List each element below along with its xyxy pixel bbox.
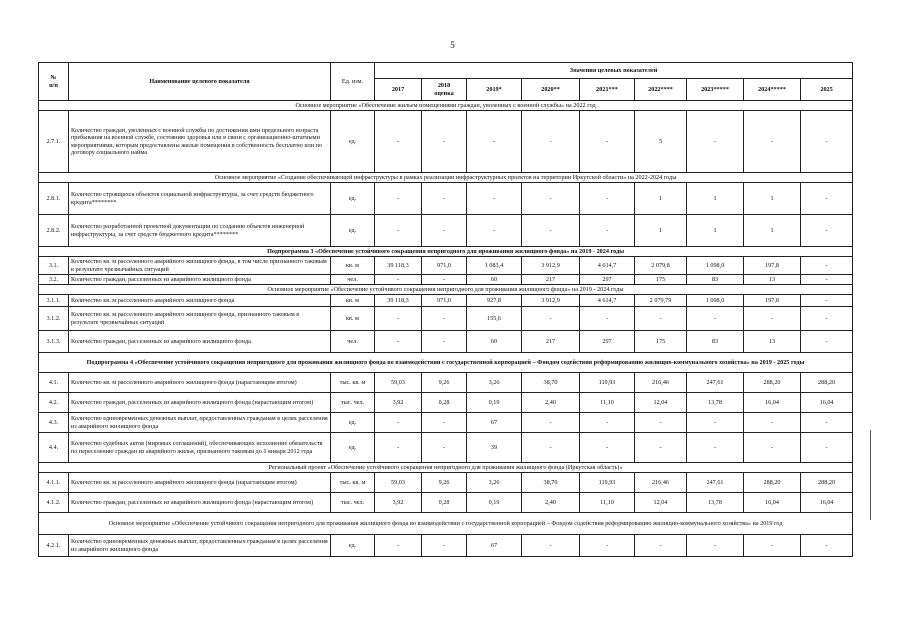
value-cell: - [635, 535, 687, 557]
value-cell: 3 912,9 [522, 257, 580, 275]
value-cell: 175 [635, 331, 687, 353]
value-cell: - [687, 413, 744, 433]
value-cell: 38,70 [522, 373, 580, 393]
value-cell: 39 118,3 [375, 257, 422, 275]
value-cell: - [580, 307, 635, 331]
value-cell: - [801, 331, 853, 353]
value-cell: 11,10 [580, 493, 635, 513]
value-cell: 4 614,7 [580, 257, 635, 275]
value-cell: 67 [467, 413, 522, 433]
value-cell: - [687, 433, 744, 463]
value-cell: - [580, 111, 635, 173]
value-cell: 12,04 [635, 493, 687, 513]
value-cell: - [375, 183, 422, 215]
row-number: 2.8.1. [39, 183, 69, 215]
value-cell: 297 [580, 331, 635, 353]
value-cell: 2,40 [522, 493, 580, 513]
value-cell: 83 [687, 331, 744, 353]
table-row [39, 493, 853, 513]
value-cell: 288,20 [744, 373, 801, 393]
value-cell: 2,40 [522, 393, 580, 413]
row-number: 4.2.1. [39, 535, 69, 557]
value-cell: - [375, 433, 422, 463]
value-cell: 247,61 [687, 473, 744, 493]
indicator-name: Количество судебных актов (мировых соглашений), обеспечивающих исполнение обязательств по переселению граждан из аварийного жилья, признанного таковым до 1 января 2012 года [69, 433, 331, 463]
value-cell: - [467, 183, 522, 215]
value-cell: 60 [467, 331, 522, 353]
value-cell: 1 [744, 215, 801, 247]
value-cell: 288,20 [801, 473, 853, 493]
value-cell: 1 [687, 183, 744, 215]
value-cell: 3,92 [375, 493, 422, 513]
indicator-name: Количество кв. м расселенного аварийного жилищного фонда, признанного таковым в результате чрезвычайных ситуаций [69, 307, 331, 331]
value-cell: 83 [687, 275, 744, 285]
value-cell: 0,19 [467, 393, 522, 413]
value-cell: - [422, 307, 467, 331]
value-cell: 0,28 [422, 493, 467, 513]
value-cell: 217 [522, 275, 580, 285]
value-cell: - [375, 275, 422, 285]
header-year: 2017 [375, 79, 422, 101]
value-cell: 1 098,0 [687, 257, 744, 275]
value-cell: 13 [744, 331, 801, 353]
value-cell: 1 [635, 215, 687, 247]
value-cell: - [522, 535, 580, 557]
value-cell: - [744, 111, 801, 173]
value-cell: 217 [522, 331, 580, 353]
table-row [39, 275, 853, 285]
indicator-name: Количество кв. м расселенного аварийного жилищного фонда, в том числе признанного таковым в результате чрезвычайных ситуаций [69, 257, 331, 275]
row-number: 4.3. [39, 413, 69, 433]
value-cell: - [522, 413, 580, 433]
value-cell: - [375, 535, 422, 557]
value-cell: 13,78 [687, 493, 744, 513]
value-cell: - [580, 215, 635, 247]
value-cell: - [375, 307, 422, 331]
indicator-name: Количество единовременных денежных выплат, предоставленных гражданам в целях расселения из аварийного жилищного фонда [69, 535, 331, 557]
unit-cell: ед. [331, 413, 375, 433]
value-cell: 3 912,9 [522, 295, 580, 307]
unit-cell: чел. [331, 331, 375, 353]
scan-edge-mark [870, 430, 871, 520]
value-cell: - [744, 307, 801, 331]
value-cell: 13,78 [687, 393, 744, 413]
section-row [39, 247, 853, 257]
value-cell: - [375, 331, 422, 353]
value-cell: - [801, 535, 853, 557]
value-cell: 16,04 [801, 493, 853, 513]
header-year: 2018 оценка [422, 79, 467, 101]
header-year: 2022**** [635, 79, 687, 101]
value-cell: 1 098,0 [687, 295, 744, 307]
value-cell: 0,28 [422, 393, 467, 413]
row-number: 3.2. [39, 275, 69, 285]
unit-cell: ед. [331, 433, 375, 463]
row-number: 2.7.1. [39, 111, 69, 173]
header-no: № п/п [39, 63, 69, 101]
value-cell: 2 079,79 [635, 295, 687, 307]
section-title: Подпрограмма 3 «Обеспечение устойчивого сокращения непригодного для проживания жилищного фонда» на 2019 - 2024 годы [39, 247, 853, 257]
value-cell: 9,26 [422, 373, 467, 393]
header-name: Наименование целевого показателя [69, 63, 331, 101]
row-number: 4.1.2. [39, 493, 69, 513]
value-cell: 216,46 [635, 373, 687, 393]
value-cell: 12,04 [635, 393, 687, 413]
value-cell: - [522, 307, 580, 331]
value-cell: - [467, 111, 522, 173]
header-unit: Ед. изм. [331, 63, 375, 101]
value-cell: - [687, 111, 744, 173]
section-title: Региональный проект «Обеспечение устойчивого сокращения непригодного для проживания жилищного фонда (Иркутская область)» [39, 463, 853, 473]
value-cell: 155,6 [467, 307, 522, 331]
table-row [39, 535, 853, 557]
value-cell: 1 [687, 215, 744, 247]
row-number: 3.1.2. [39, 307, 69, 331]
table-row [39, 413, 853, 433]
value-cell: - [801, 257, 853, 275]
indicator-name: Количество граждан, расселенных из аварийного жилищного фонда [69, 275, 331, 285]
value-cell: - [422, 215, 467, 247]
header-year: 2019* [467, 79, 522, 101]
value-cell: 39 118,3 [375, 295, 422, 307]
value-cell: 216,46 [635, 473, 687, 493]
value-cell: - [522, 215, 580, 247]
value-cell: - [422, 111, 467, 173]
indicator-name: Количество граждан, расселенных из аварийного жилищного фонда [69, 331, 331, 353]
value-cell: - [422, 413, 467, 433]
value-cell: 119,93 [580, 373, 635, 393]
value-cell: 1 083,4 [467, 257, 522, 275]
unit-cell: ед. [331, 183, 375, 215]
indicator-name: Количество разработанной проектной документации по созданию объектов инженерной инфраструктуры, за счет средств бюджетного кредита******** [69, 215, 331, 247]
value-cell: 16,04 [801, 393, 853, 413]
page-number: 5 [450, 40, 455, 50]
value-cell: - [801, 295, 853, 307]
unit-cell: тыс. кв. м [331, 473, 375, 493]
value-cell: - [375, 413, 422, 433]
value-cell: - [801, 413, 853, 433]
table-row [39, 295, 853, 307]
header-year: 2021*** [580, 79, 635, 101]
value-cell: 60 [467, 275, 522, 285]
value-cell: 59,03 [375, 373, 422, 393]
value-cell: 1 [744, 183, 801, 215]
unit-cell: ед. [331, 111, 375, 173]
value-cell: - [801, 275, 853, 285]
value-cell: - [580, 413, 635, 433]
value-cell: - [522, 111, 580, 173]
indicator-name: Количество граждан, расселенных из аварийного жилищного фонда (нарастающим итогом) [69, 393, 331, 413]
row-number: 4.1. [39, 373, 69, 393]
value-cell: - [744, 433, 801, 463]
section-title: Основное мероприятие «Обеспечение устойчивого сокращения непригодного для проживания жилищного фонда во взаимодействии с государственной корпорацией – Фондом содействия реформированию жилищно-коммунального хозяйства» на 2019 год [39, 513, 853, 535]
value-cell: 0,19 [467, 493, 522, 513]
value-cell: 13 [744, 275, 801, 285]
unit-cell: ед. [331, 215, 375, 247]
section-row [39, 173, 853, 183]
value-cell: 11,10 [580, 393, 635, 413]
header-year: 2024***** [744, 79, 801, 101]
value-cell: 9,26 [422, 473, 467, 493]
value-cell: 4 614,7 [580, 295, 635, 307]
section-title: Основное мероприятие «Обеспечение жильем помещениями граждан, уволенных с военной службы» на 2022 год [39, 101, 853, 111]
unit-cell: кв. м [331, 257, 375, 275]
unit-cell: тыс. кв. м [331, 373, 375, 393]
value-cell: - [522, 183, 580, 215]
value-cell: - [580, 535, 635, 557]
section-row [39, 101, 853, 111]
section-title: Подпрограмма 4 «Обеспечение устойчивого сокращения непригодного для проживания жилищного фонда во взаимодействии с государственной корпорацией – Фондом содействия реформированию жилищно-коммунального хозяйства» на 2019 - 2025 годы [39, 353, 853, 373]
value-cell: 927,8 [467, 295, 522, 307]
value-cell: - [801, 307, 853, 331]
value-cell: - [744, 535, 801, 557]
value-cell: 288,20 [744, 473, 801, 493]
value-cell: - [580, 433, 635, 463]
indicator-name: Количество граждан, уволенных с военной службы по достижении ими предельного возраста пребывания на военной службе, состоянию здоровья или в связи с организационно-штатными мероприятиями, которым предоставлены жилые помещения в собственность бесплатно или по договору социального найма [69, 111, 331, 173]
indicator-name: Количество кв. м расселенного аварийного жилищного фонда (нарастающим итогом) [69, 473, 331, 493]
value-cell: - [422, 535, 467, 557]
value-cell: - [522, 433, 580, 463]
header-year: 2023***** [687, 79, 744, 101]
row-number: 2.8.2. [39, 215, 69, 247]
table-row [39, 331, 853, 353]
value-cell: 175 [635, 275, 687, 285]
indicator-name: Количество граждан, расселенных из аварийного жилищного фонда (нарастающим итогом) [69, 493, 331, 513]
table-row [39, 111, 853, 173]
row-number: 3.1.1. [39, 295, 69, 307]
value-cell: - [635, 433, 687, 463]
row-number: 4.2. [39, 393, 69, 413]
value-cell: 67 [467, 535, 522, 557]
value-cell: - [375, 111, 422, 173]
value-cell: 971,0 [422, 257, 467, 275]
value-cell: 16,04 [744, 493, 801, 513]
value-cell: - [635, 413, 687, 433]
unit-cell: тыс. чел. [331, 393, 375, 413]
section-row [39, 353, 853, 373]
value-cell: 297 [580, 275, 635, 285]
table-row [39, 215, 853, 247]
row-number: 4.1.1. [39, 473, 69, 493]
row-number: 3.1.3. [39, 331, 69, 353]
value-cell: - [744, 413, 801, 433]
section-row [39, 285, 853, 295]
unit-cell: кв. м [331, 307, 375, 331]
table-row [39, 393, 853, 413]
header-year: 2025 [801, 79, 853, 101]
value-cell: 3,92 [375, 393, 422, 413]
unit-cell: ед. [331, 535, 375, 557]
value-cell: - [801, 215, 853, 247]
indicator-name: Количество кв. м расселенного аварийного жилищного фонда (нарастающим итогом) [69, 373, 331, 393]
table-row [39, 373, 853, 393]
value-cell: 247,61 [687, 373, 744, 393]
table-row [39, 473, 853, 493]
section-title: Основное мероприятие «Создание обеспечивающей инфраструктуры в рамках реализации инфраструктурных проектов на территории Иркутской области» на 2022-2024 годы [39, 173, 853, 183]
header-year: 2020** [522, 79, 580, 101]
value-cell: 3,26 [467, 373, 522, 393]
indicators-table [38, 62, 853, 557]
value-cell: - [635, 307, 687, 331]
value-cell: - [801, 111, 853, 173]
value-cell: - [422, 275, 467, 285]
value-cell: 971,0 [422, 295, 467, 307]
unit-cell: чел. [331, 275, 375, 285]
unit-cell: тыс. чел. [331, 493, 375, 513]
value-cell: - [422, 331, 467, 353]
value-cell: 5 [635, 111, 687, 173]
indicator-name: Количество кв. м расселенного аварийного жилищного фонда [69, 295, 331, 307]
table-row [39, 257, 853, 275]
section-row [39, 513, 853, 535]
value-cell: 197,8 [744, 295, 801, 307]
table-row [39, 433, 853, 463]
table-row [39, 183, 853, 215]
table-row [39, 307, 853, 331]
value-cell: 59,03 [375, 473, 422, 493]
indicator-name: Количество строящихся объектов социальной инфраструктуры, за счет средств бюджетного кредита******** [69, 183, 331, 215]
value-cell: 119,93 [580, 473, 635, 493]
value-cell: 1 [635, 183, 687, 215]
value-cell: 16,04 [744, 393, 801, 413]
indicator-name: Количество единовременных денежных выплат, предоставленных гражданам в целях расселения из аварийного жилищного фонда [69, 413, 331, 433]
value-cell: 197,8 [744, 257, 801, 275]
value-cell: 38,70 [522, 473, 580, 493]
section-title: Основное мероприятие «Обеспечение устойчивого сокращения непригодного для проживания жилищного фонда» на 2019 - 2024 годы [39, 285, 853, 295]
header-values-title: Значения целевых показателей [375, 63, 853, 79]
value-cell: - [801, 433, 853, 463]
value-cell: - [687, 535, 744, 557]
row-number: 3.1. [39, 257, 69, 275]
value-cell: - [422, 183, 467, 215]
value-cell: - [375, 215, 422, 247]
value-cell: 2 079,8 [635, 257, 687, 275]
value-cell: - [687, 307, 744, 331]
unit-cell: кв. м [331, 295, 375, 307]
value-cell: - [801, 183, 853, 215]
value-cell: 3,26 [467, 473, 522, 493]
section-row [39, 463, 853, 473]
value-cell: 288,20 [801, 373, 853, 393]
value-cell: - [422, 433, 467, 463]
value-cell: 39 [467, 433, 522, 463]
row-number: 4.4. [39, 433, 69, 463]
value-cell: - [467, 215, 522, 247]
value-cell: - [580, 183, 635, 215]
